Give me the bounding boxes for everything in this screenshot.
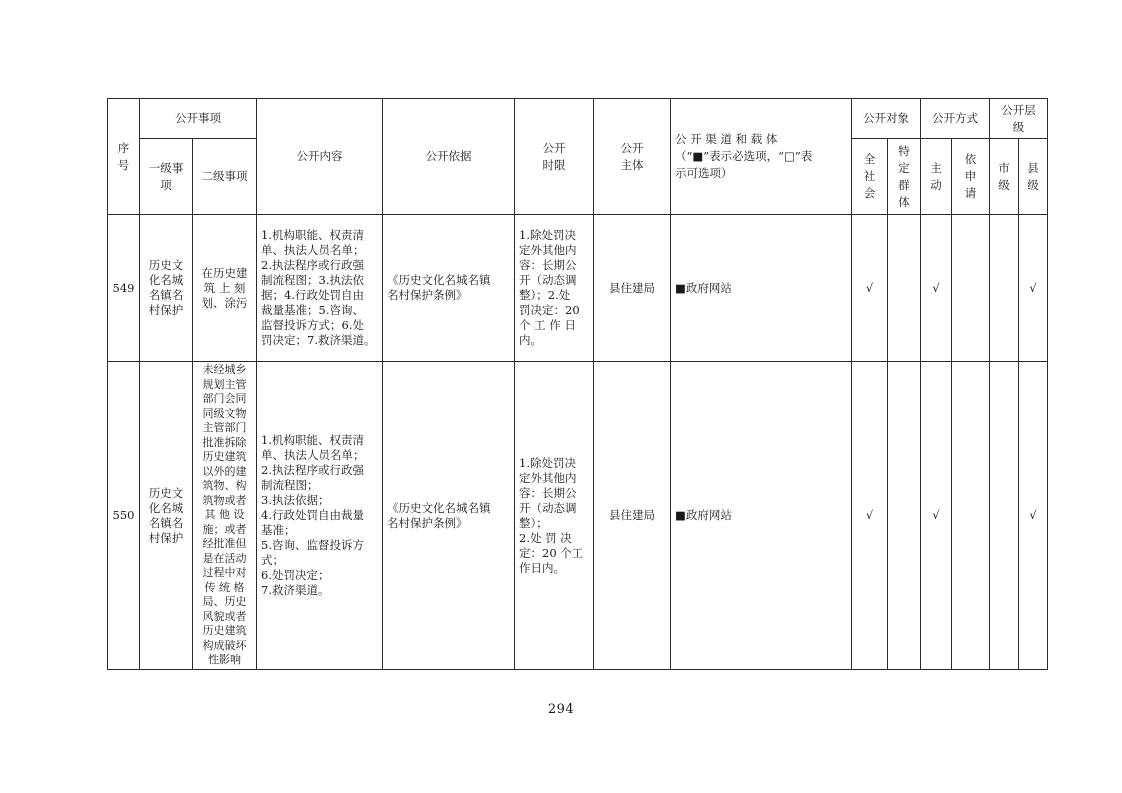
row-method-request [952, 215, 990, 362]
disclosure-table [107, 98, 1048, 670]
table-row [108, 215, 1048, 362]
row-level-county: √ [1019, 362, 1048, 670]
row-method-request [952, 362, 990, 670]
row-seq: 549 [108, 215, 140, 362]
row-channel: ■政府网站 [671, 362, 852, 670]
header-seq: 序 号 [108, 99, 140, 215]
header-method-group: 公开方式 [921, 99, 990, 139]
row-level-county: √ [1019, 215, 1048, 362]
row-level-city [990, 215, 1019, 362]
row-channel: ■政府网站 [671, 215, 852, 362]
row-seq: 550 [108, 362, 140, 670]
header-level2: 二级事项 [193, 139, 257, 215]
table-row [108, 362, 1048, 670]
row-target-all: √ [852, 362, 888, 670]
header-level-county: 县 级 [1019, 139, 1048, 215]
row-level2: 在历史建 筑 上 刻 划、涂污 [193, 215, 257, 362]
row-target-specific [888, 215, 921, 362]
row-method-active: √ [921, 215, 952, 362]
row-method-active: √ [921, 362, 952, 670]
row-level1: 历史文 化名城 名镇名 村保护 [140, 362, 193, 670]
row-content: 1.机构职能、权责清 单、执法人员名单； 2.执法程序或行政强 制流程图；3.执法依 据；4.行政处罚自由 裁量基准；5.咨询、 监督投诉方式；6.处 罚决定；7.救济渠道。 [257, 215, 383, 362]
page-number: 294 [547, 702, 575, 717]
header-method-request: 依 申 请 [952, 139, 990, 215]
header-level-city: 市 级 [990, 139, 1019, 215]
header-content: 公开内容 [257, 99, 383, 215]
header-level-group: 公开层 级 [990, 99, 1048, 139]
row-time-limit: 1.除处罚决 定外其他内 容：长期公 开（动态调 整）； 2.处 罚 决 定：20 个工 作日内。 [515, 362, 594, 670]
header-basis: 公开依据 [383, 99, 515, 215]
header-row-1 [108, 99, 1048, 139]
header-item-group: 公开事项 [140, 99, 257, 139]
row-basis: 《历史文化名城名镇 名村保护条例》 [383, 215, 515, 362]
header-time-limit: 公开 时限 [515, 99, 594, 215]
row-subject: 县住建局 [594, 215, 671, 362]
header-level1: 一级事 项 [140, 139, 193, 215]
row-target-all: √ [852, 215, 888, 362]
row-subject: 县住建局 [594, 362, 671, 670]
header-subject: 公开 主体 [594, 99, 671, 215]
row-level1: 历史文 化名城 名镇名 村保护 [140, 215, 193, 362]
row-target-specific [888, 362, 921, 670]
header-method-active: 主 动 [921, 139, 952, 215]
row-time-limit: 1.除处罚决 定外其他内 容：长期公 开（动态调 整）；2.处 罚决定：20 个 工 作 日 内。 [515, 215, 594, 362]
row-level-city [990, 362, 1019, 670]
row-level2: 未经城乡 规划主管 部门会同 同级文物 主管部门 批准拆除 历史建筑 以外的建 筑物、构 筑物或者 其 他 设 施；或者 经批准但 是在活动 过程中对 传 统 格 局、历史 风貌或者 历史建筑 构成破坏 性影响 [193, 362, 257, 670]
header-target-all: 全 社 会 [852, 139, 888, 215]
header-target-specific: 特 定 群 体 [888, 139, 921, 215]
header-channel: 公 开 渠 道 和 载 体 （“■”表示必选项，“□”表 示可选项） [671, 99, 852, 215]
header-target-group: 公开对象 [852, 99, 921, 139]
row-basis: 《历史文化名城名镇 名村保护条例》 [383, 362, 515, 670]
row-content: 1.机构职能、权责清 单、执法人员名单； 2.执法程序或行政强 制流程图； 3.执法依据； 4.行政处罚自由裁量 基准； 5.咨询、监督投诉方 式； 6.处罚决定； 7.救济渠道。 [257, 362, 383, 670]
